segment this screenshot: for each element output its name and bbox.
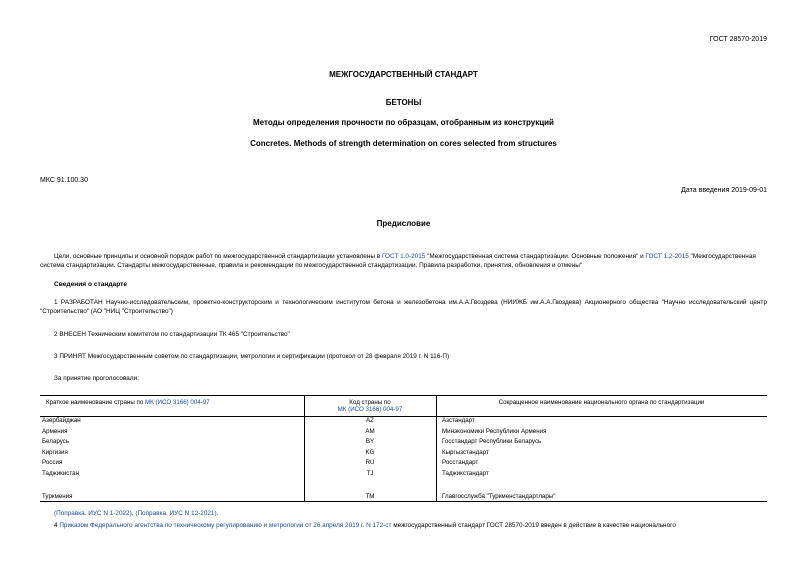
- foreword-heading: Предисловие: [376, 219, 431, 228]
- code-cell: AM: [365, 427, 375, 435]
- body-cell: Главгосслужба "Туркменстандартлары": [436, 480, 767, 502]
- table-header-row: [40, 396, 767, 417]
- table-column-divider: [436, 395, 437, 502]
- body-cell: Таджикстандарт: [442, 469, 489, 477]
- header-text: Краткое наименование страны по: [46, 399, 146, 406]
- mks-code: МКС 91.100.30: [40, 177, 88, 184]
- mk-iso-link[interactable]: МК (ИСО 3166) 004-97: [337, 406, 403, 413]
- item-number: 4: [54, 522, 60, 529]
- table-row: [40, 459, 767, 470]
- table-row: [40, 428, 767, 439]
- intro-date: Дата введения 2019-09-01: [681, 187, 767, 194]
- body-cell: Азстандарт: [442, 417, 475, 424]
- code-cell: AZ: [366, 417, 374, 424]
- period-text: .: [216, 510, 219, 517]
- country-cell: Киргизия: [42, 448, 68, 456]
- standard-name: БЕТОНЫ: [385, 98, 422, 107]
- country-cell: Беларусь: [42, 438, 70, 445]
- amendments-line: [54, 510, 218, 517]
- table-row: [40, 417, 767, 428]
- body-cell: Кыргызстандарт: [442, 448, 489, 456]
- country-cell: Азербайджан: [42, 417, 81, 424]
- item-developed: 1 РАЗРАБОТАН Научно-исследовательским, проектно-конструкторским и технологическим институтом бетона и железобетона им.А.А.Гвоздева (НИИЖБ им.А.А.Гвоздева) Акционерного общества "Научно исследовательский центр "Строительство" (АО "НИЦ "Строительство"): [40, 299, 767, 315]
- standard-info-heading: Сведения о стандарте: [54, 281, 128, 288]
- code-cell: BY: [365, 438, 375, 445]
- column-header-code: [304, 396, 436, 417]
- country-cell: Туркмения: [40, 480, 304, 502]
- country-cell: Россия: [42, 459, 63, 466]
- paragraph-text: "Межгосударственная система стандартизации. Стандарты межгосударственные, правила и рекомендации по межгосударственной стандартизации. Правила разработки, принятия, обновления и отмены": [40, 253, 756, 269]
- item-enacted: [54, 522, 767, 529]
- subtitle-english: Concretes. Methods of strength determination on cores selected from structures: [250, 139, 557, 148]
- standard-type-title: МЕЖГОСУДАРСТВЕННЫЙ СТАНДАРТ: [329, 70, 478, 79]
- mk-iso-link[interactable]: МК (ИСО 3166) 004-97: [145, 399, 210, 406]
- code-cell: KG: [365, 448, 375, 456]
- foreword-paragraph: [40, 252, 767, 270]
- code-cell: TJ: [366, 469, 374, 477]
- country-cell: Таджикистан: [42, 469, 80, 477]
- item-introduced: 2 ВНЕСЕН Техническим комитетом по стандартизации ТК 465 "Строительство": [54, 331, 290, 338]
- body-cell: Госстандарт Республики Беларусь: [442, 438, 542, 445]
- amendment-link[interactable]: (Поправка. ИУС N 12-2021): [135, 510, 217, 517]
- body-cell: Минэкономики Республики Армения: [442, 427, 547, 435]
- body-cell: Росстандарт: [442, 459, 479, 466]
- document-code: ГОСТ 28570-2019: [709, 36, 767, 43]
- amendment-link[interactable]: (Поправка. ИУС N 1-2022): [54, 510, 132, 517]
- voting-states-table: [40, 395, 767, 502]
- table-row: [40, 470, 767, 481]
- column-header-body: Сокращенное наименование национального органа по стандартизации: [436, 396, 767, 417]
- paragraph-text: межгосударственный стандарт ГОСТ 28570-2019 введен в действие в качестве национального: [391, 522, 676, 529]
- table-row: [40, 449, 767, 460]
- gost-1-0-link[interactable]: ГОСТ 1.0-2015: [381, 253, 426, 260]
- rosstandart-order-link[interactable]: Приказом Федерального агентства по техническому регулированию и метрологии от 26 апреля 2019 г. N 172-ст: [59, 522, 392, 529]
- paragraph-text: Цели, основные принципы и основной порядок работ по межгосударственной стандартизации установлены в: [54, 253, 382, 260]
- table-column-divider: [304, 395, 305, 502]
- subtitle-russian: Методы определения прочности по образцам, отобранным из конструкций: [253, 118, 554, 127]
- paragraph-text: "Межгосударственная система стандартизации. Основные положения" и: [425, 253, 646, 260]
- table-row: [40, 480, 767, 502]
- separator-text: ,: [131, 510, 136, 517]
- code-cell: RU: [365, 459, 375, 466]
- code-cell: TM: [304, 480, 436, 502]
- gost-1-2-link[interactable]: ГОСТ 1.2-2015: [645, 253, 689, 260]
- voted-label: За принятие проголосовали:: [54, 375, 139, 382]
- column-header-country: [40, 396, 304, 417]
- header-text: Код страны по: [349, 399, 391, 406]
- table-row: [40, 438, 767, 449]
- country-cell: Армения: [42, 427, 68, 435]
- item-adopted: 3 ПРИНЯТ Межгосударственным советом по стандартизации, метрологии и сертификации (протокол от 28 февраля 2019 г. N 116-П): [54, 353, 450, 360]
